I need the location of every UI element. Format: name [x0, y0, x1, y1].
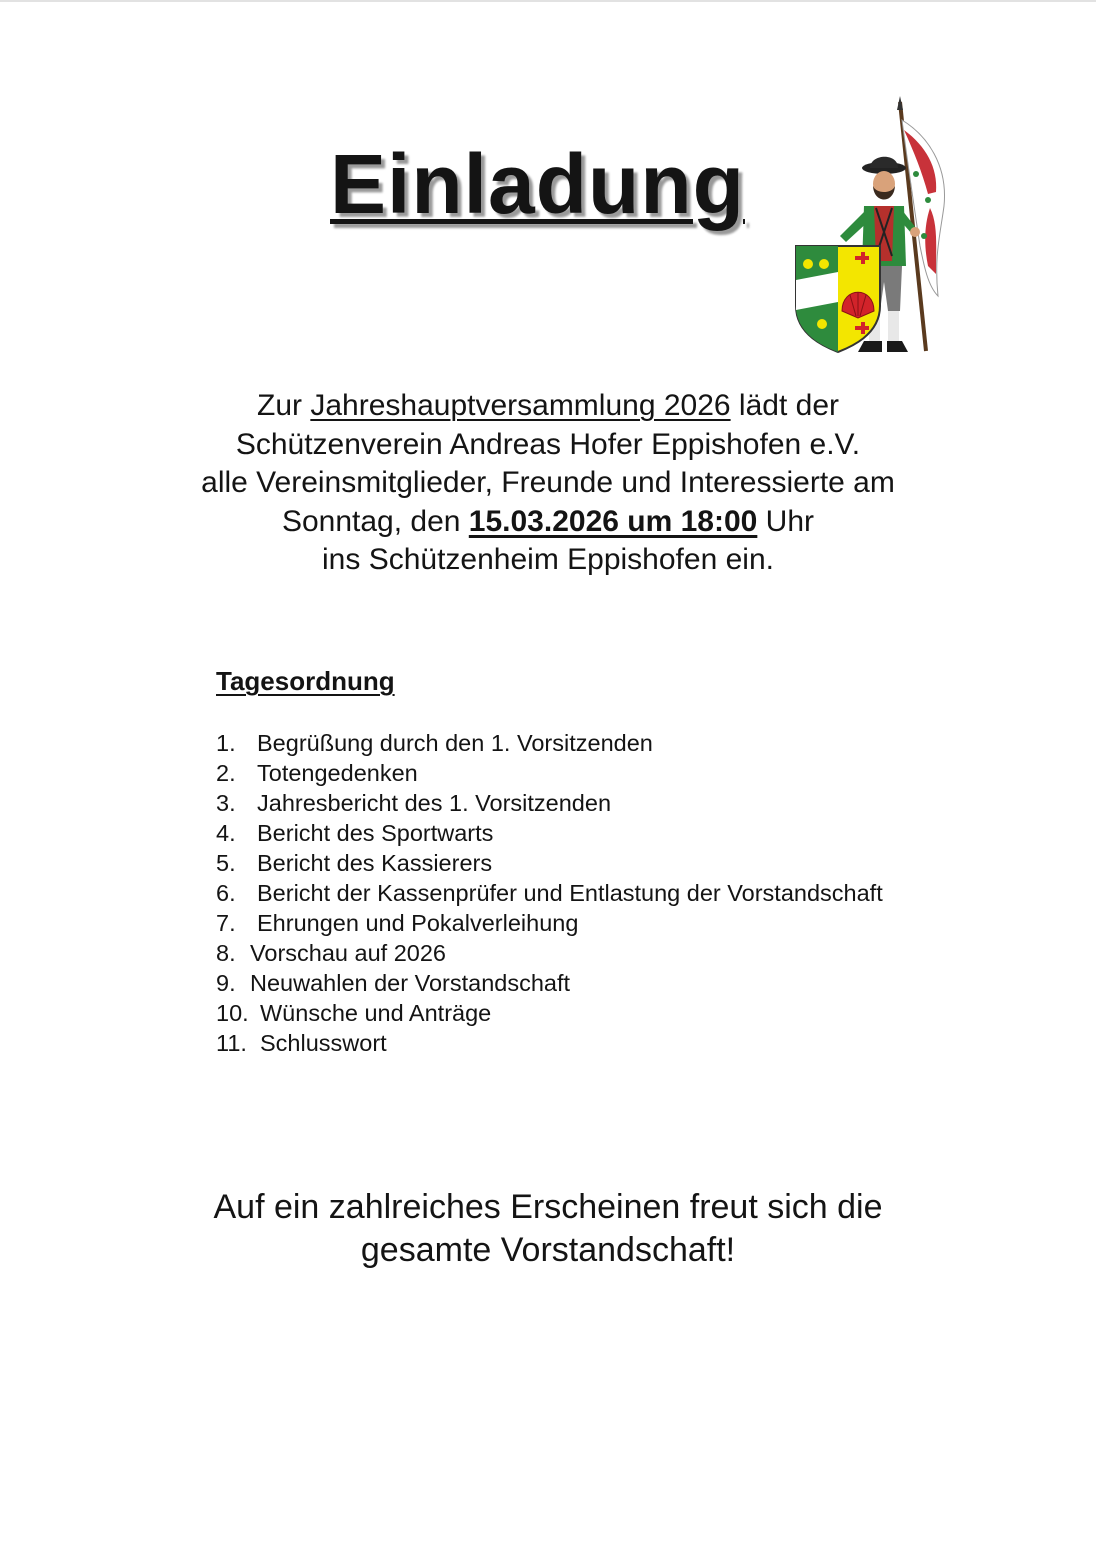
- agenda-item: [216, 818, 1016, 848]
- agenda-item-number: 4.: [216, 820, 236, 846]
- invitation-line-4: [100, 503, 996, 542]
- club-name: Schützenverein Andreas Hofer Eppishofen e.V.: [235, 427, 861, 461]
- closing-text: [100, 1186, 996, 1272]
- page-title: Einladung: [330, 137, 745, 231]
- agenda-item: [216, 908, 1016, 938]
- invitation-line-1-post: lädt der: [730, 389, 839, 422]
- invitation-line-4-pre: Sonntag, den: [281, 504, 469, 538]
- agenda-item-text: Bericht der Kassenprüfer und Entlastung der Vorstandschaft: [257, 880, 883, 906]
- agenda-item: [216, 788, 1016, 818]
- event-location: ins Schützenheim Eppishofen ein.: [322, 543, 774, 576]
- page-top-border: [0, 0, 1096, 2]
- event-date-time: 15.03.2026 um 18:00: [468, 504, 758, 538]
- agenda-item-number: 5.: [216, 850, 236, 876]
- agenda-item-number: 2.: [216, 760, 236, 786]
- agenda-item-text: Jahresbericht des 1. Vorsitzenden: [257, 790, 612, 816]
- agenda-item: [216, 758, 1016, 788]
- agenda-item: [216, 938, 1016, 968]
- agenda-item-text: Totengedenken: [257, 760, 418, 786]
- agenda-item: [216, 998, 1016, 1028]
- agenda-item-number: 9.: [216, 970, 236, 996]
- agenda-item-text: Wünsche und Anträge: [260, 1000, 492, 1026]
- agenda-list: [216, 728, 1016, 1058]
- agenda-item: [216, 1028, 1016, 1058]
- event-name: Jahreshauptversammlung 2026: [310, 389, 731, 422]
- agenda-item-text: Bericht des Kassierers: [257, 850, 493, 876]
- invitation-text: [100, 387, 996, 580]
- agenda-item-number: 3.: [216, 790, 236, 816]
- invitation-line-1-pre: Zur: [257, 389, 311, 422]
- agenda-item-text: Ehrungen und Pokalverleihung: [257, 910, 579, 936]
- agenda-item-text: Schlusswort: [260, 1030, 387, 1056]
- agenda-item: [216, 848, 1016, 878]
- agenda-item: [216, 878, 1016, 908]
- agenda-item-number: 8.: [216, 940, 236, 966]
- agenda-item-number: 6.: [216, 880, 236, 906]
- agenda-item: [216, 968, 1016, 998]
- club-logo-mascot-icon: [788, 96, 958, 366]
- agenda-item-text: Begrüßung durch den 1. Vorsitzenden: [257, 730, 653, 756]
- agenda-item-text: Vorschau auf 2026: [250, 940, 446, 966]
- agenda-item-number: 11.: [216, 1030, 247, 1056]
- agenda-item-number: 10.: [216, 1000, 249, 1026]
- agenda-item-text: Bericht des Sportwarts: [257, 820, 494, 846]
- agenda-item: [216, 728, 1016, 758]
- closing-line-1: Auf ein zahlreiches Erscheinen freut sich die: [213, 1188, 883, 1226]
- closing-line-2: gesamte Vorstandschaft!: [360, 1231, 736, 1269]
- invitation-audience: alle Vereinsmitglieder, Freunde und Interessierte am: [201, 466, 895, 499]
- agenda-item-number: 7.: [216, 910, 236, 936]
- agenda-item-number: 1.: [216, 730, 236, 756]
- invitation-line-4-post: Uhr: [757, 504, 815, 538]
- agenda-heading: Tagesordnung: [216, 666, 395, 696]
- agenda-item-text: Neuwahlen der Vorstandschaft: [250, 970, 571, 996]
- invitation-line-1: [100, 387, 996, 426]
